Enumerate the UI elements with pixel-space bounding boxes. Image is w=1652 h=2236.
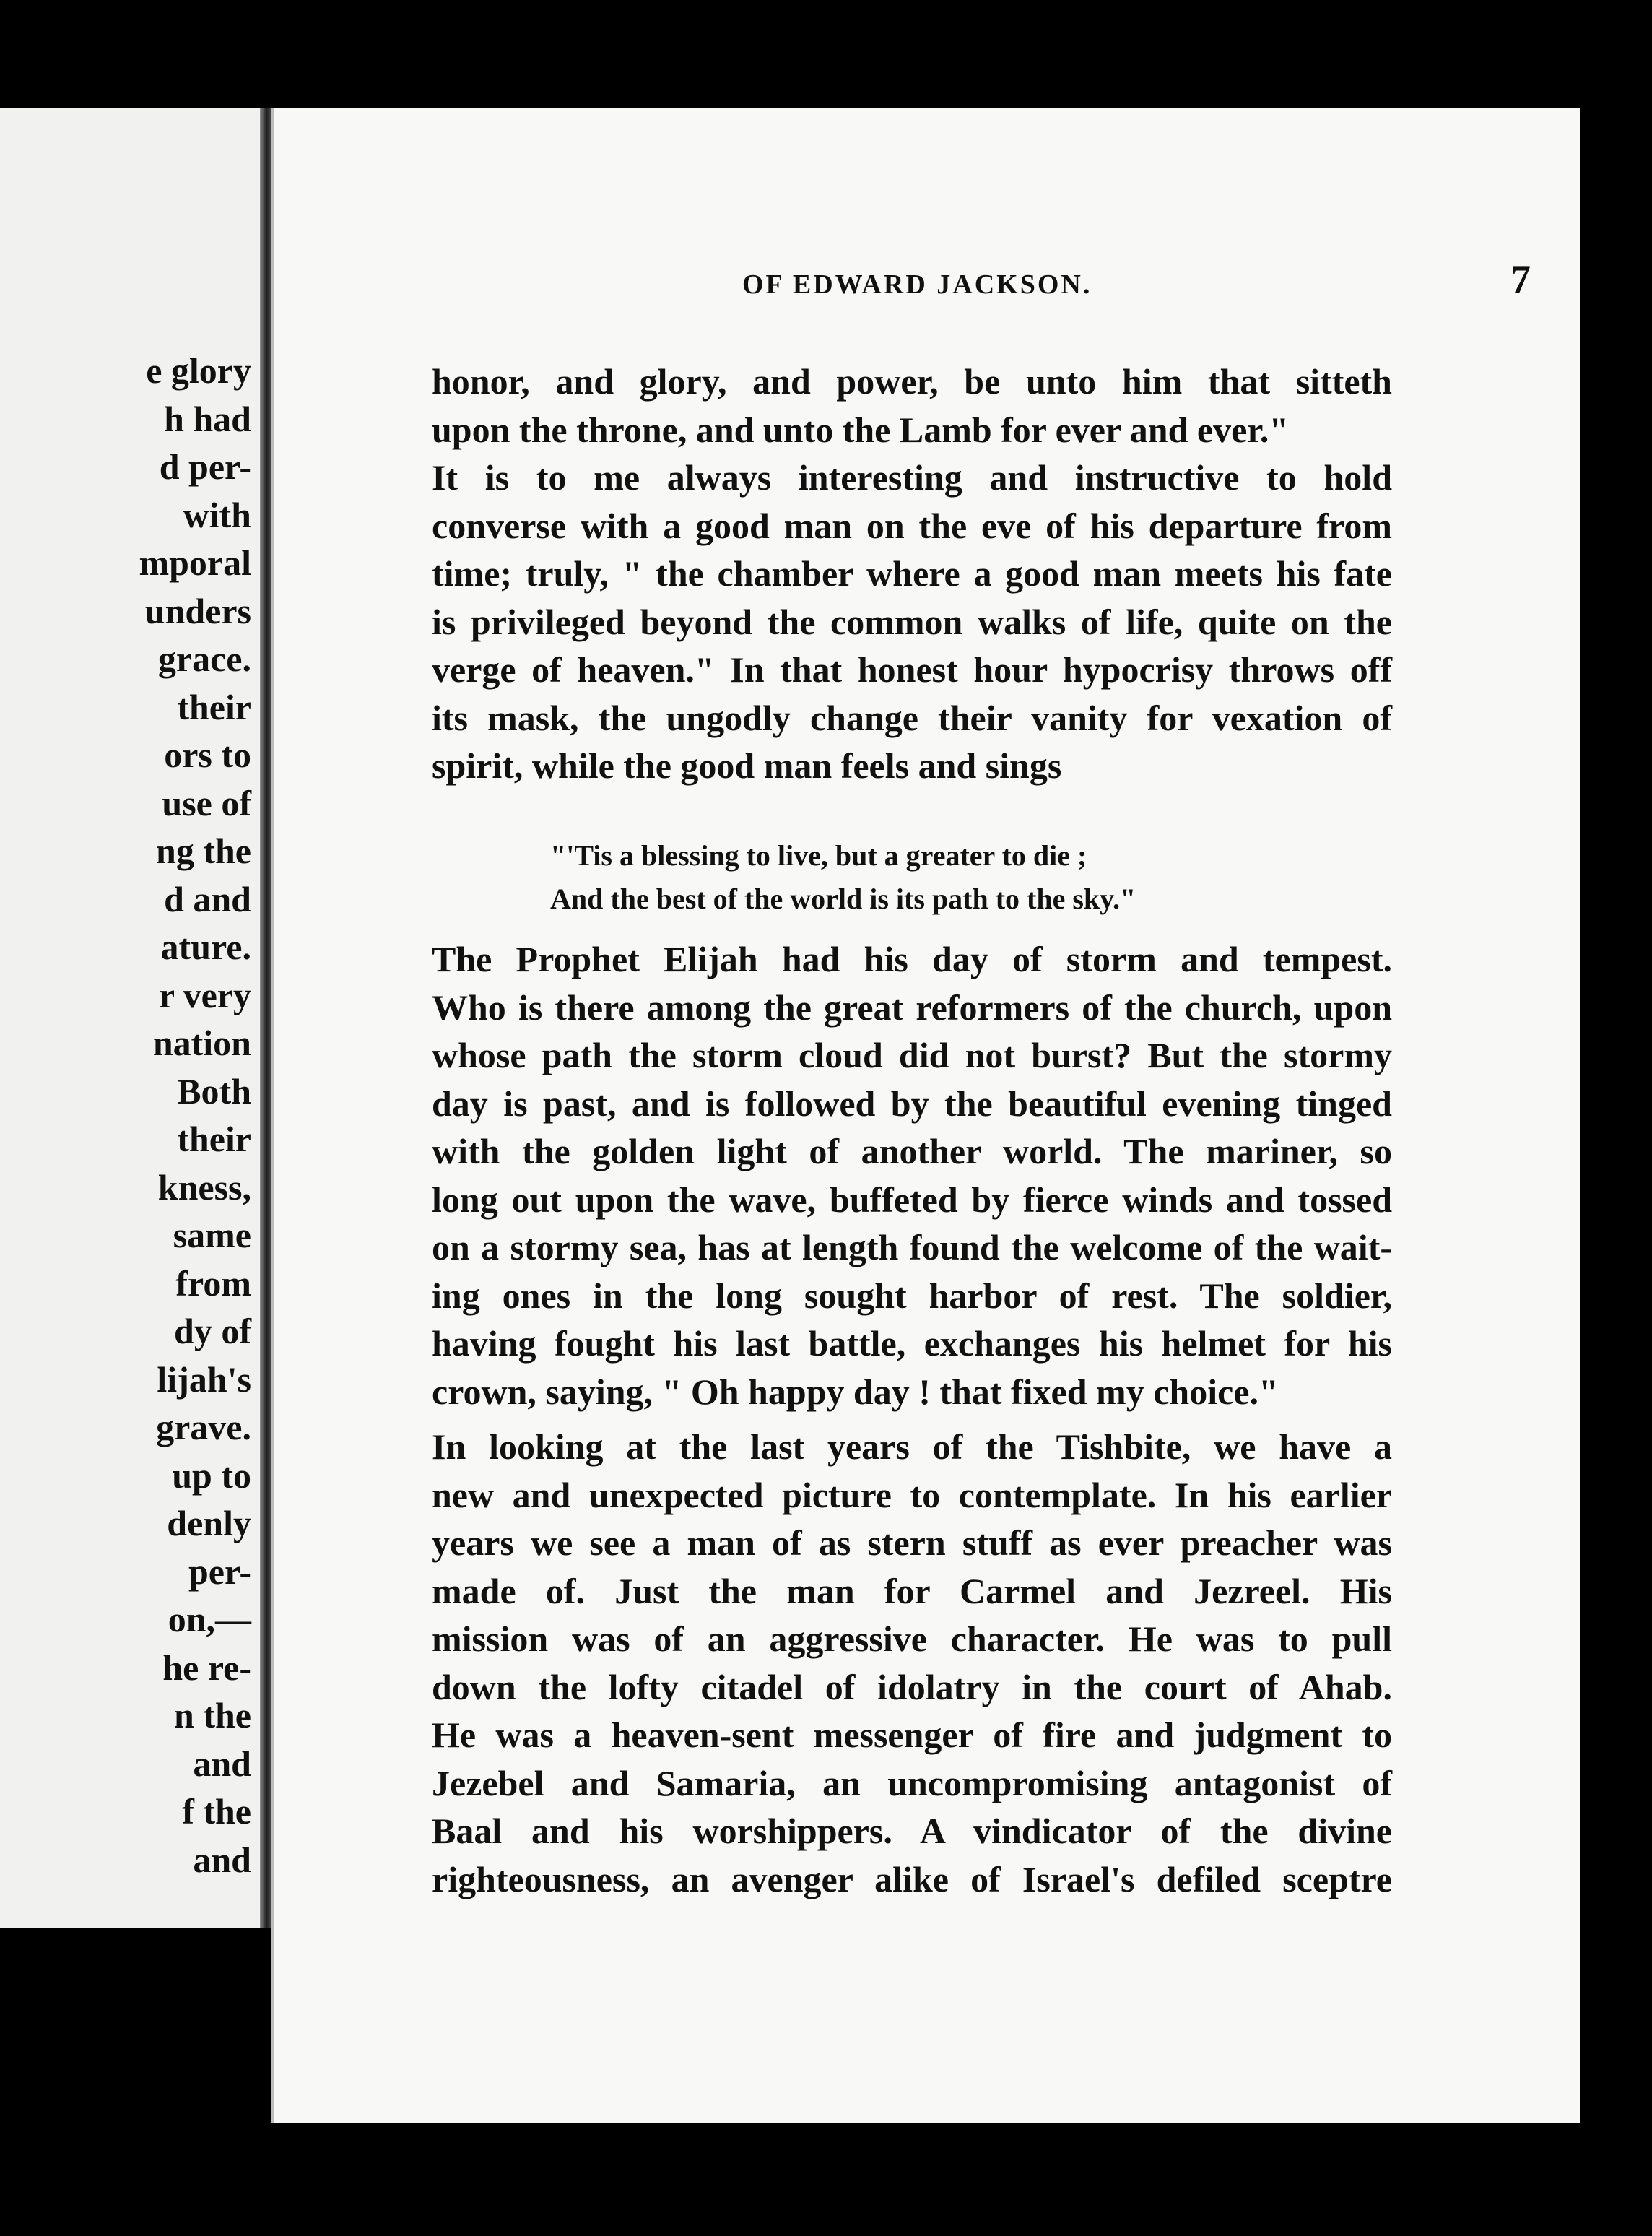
text-line: Baal and his worshippers. A vindicator of the divine: [432, 1811, 1392, 1851]
left-page-line: ature.: [160, 927, 251, 967]
left-page-line: denly: [167, 1503, 251, 1543]
left-page-line: mporal: [139, 542, 251, 583]
left-page-line: with: [183, 494, 251, 535]
text-line: crown, saying, " Oh happy day ! that fixed my choice.": [432, 1371, 1279, 1412]
text-line: righteousness, an avenger alike of Israel's defiled sceptre: [432, 1858, 1392, 1899]
text-line: is privileged beyond the common walks of life, quite on the: [432, 601, 1392, 642]
text-line: converse with a good man on the eve of his departure from: [432, 505, 1392, 546]
left-page-line: Both: [177, 1070, 251, 1112]
text-line: whose path the storm cloud did not burst? But the stormy: [432, 1035, 1392, 1075]
left-page-line: dy of: [174, 1311, 251, 1351]
text-line: on a stormy sea, has at length found the welcome of the wait-: [432, 1227, 1392, 1268]
paragraph-continuation: [432, 358, 1392, 454]
text-line: day is past, and is followed by the beautiful evening tinged: [432, 1083, 1392, 1124]
paragraph-good-man: [432, 454, 1392, 790]
text-line: The Prophet Elijah had his day of storm and tempest.: [432, 939, 1392, 979]
left-page-line: and: [193, 1839, 251, 1880]
text-line: Jezebel and Samaria, an uncompromising antagonist of: [432, 1762, 1392, 1803]
left-page-line: from: [175, 1262, 251, 1304]
text-line: And the best of the world is its path to the sky.": [550, 883, 1136, 915]
left-page-line: nation: [152, 1023, 251, 1063]
text-line: its mask, the ungodly change their vanity for vexation of: [432, 697, 1392, 738]
left-page-line: n the: [174, 1695, 251, 1736]
text-line: time; truly, " the chamber where a good man meets his fate: [432, 553, 1392, 594]
text-line: spirit, while the good man feels and sings: [432, 745, 1062, 786]
text-line: Who is there among the great reformers of the church, upon: [432, 987, 1392, 1028]
left-page-line: f the: [182, 1791, 251, 1832]
left-page-line: their: [177, 1119, 251, 1159]
text-line: It is to me always interesting and instructive to hold: [432, 457, 1392, 498]
paragraph-tishbite: [432, 1423, 1392, 1903]
left-page-line: per-: [188, 1551, 251, 1592]
left-page-line: r very: [158, 974, 251, 1015]
text-line: having fought his last battle, exchanges his helmet for his: [432, 1323, 1392, 1364]
text-line: honor, and glory, and power, be unto him that sitteth: [432, 361, 1392, 402]
text-line: years we see a man of as stern stuff as ever preacher was: [432, 1522, 1392, 1563]
left-page-line: d and: [164, 878, 251, 919]
page-number: 7: [1510, 257, 1531, 302]
running-header: OF EDWARD JACKSON.: [742, 269, 1092, 300]
left-page-line: grace.: [157, 638, 251, 679]
verse-quotation: [550, 834, 1344, 921]
left-page-line: e glory: [146, 350, 251, 391]
text-line: down the lofty citadel of idolatry in the court of Ahab.: [432, 1666, 1392, 1707]
left-page-line: lijah's: [157, 1358, 251, 1400]
text-line: In looking at the last years of the Tishbite, we have a: [432, 1426, 1392, 1467]
left-page-line: on,—: [168, 1599, 251, 1639]
left-page-line: he re-: [162, 1647, 251, 1688]
text-line: new and unexpected picture to contemplate. In his earlier: [432, 1474, 1392, 1515]
right-page: [271, 108, 1580, 2123]
left-page-text: [139, 347, 251, 1884]
left-page-line: up to: [172, 1455, 251, 1496]
text-line: upon the throne, and unto the Lamb for ever and ever.": [432, 409, 1290, 450]
text-line: verge of heaven." In that honest hour hypocrisy throws off: [432, 649, 1392, 690]
left-page-line: ors to: [164, 734, 251, 775]
text-line: with the golden light of another world. The mariner, so: [432, 1131, 1392, 1171]
text-line: mission was of an aggressive character. He was to pull: [432, 1618, 1392, 1659]
left-page-fragment: [0, 108, 269, 1928]
left-page-line: kness,: [157, 1166, 251, 1208]
left-page-line: their: [177, 686, 251, 727]
left-page-line: grave.: [156, 1407, 251, 1447]
left-page-line: h had: [164, 398, 251, 439]
left-page-line: d per-: [159, 446, 251, 487]
left-page-line: same: [173, 1215, 251, 1255]
text-line: made of. Just the man for Carmel and Jezreel. His: [432, 1570, 1392, 1611]
left-page-line: and: [193, 1743, 251, 1784]
left-page-line: use of: [162, 782, 251, 823]
text-line: ing ones in the long sought harbor of rest. The soldier,: [432, 1275, 1392, 1316]
left-page-line: ng the: [156, 831, 251, 871]
text-line: "'Tis a blessing to live, but a greater to die ;: [550, 839, 1087, 872]
text-line: long out upon the wave, buffeted by fierce winds and tossed: [432, 1179, 1392, 1220]
text-line: He was a heaven-sent messenger of fire and judgment to: [432, 1715, 1392, 1755]
paragraph-prophet-elijah: [432, 935, 1392, 1416]
left-page-line: unders: [144, 590, 251, 631]
